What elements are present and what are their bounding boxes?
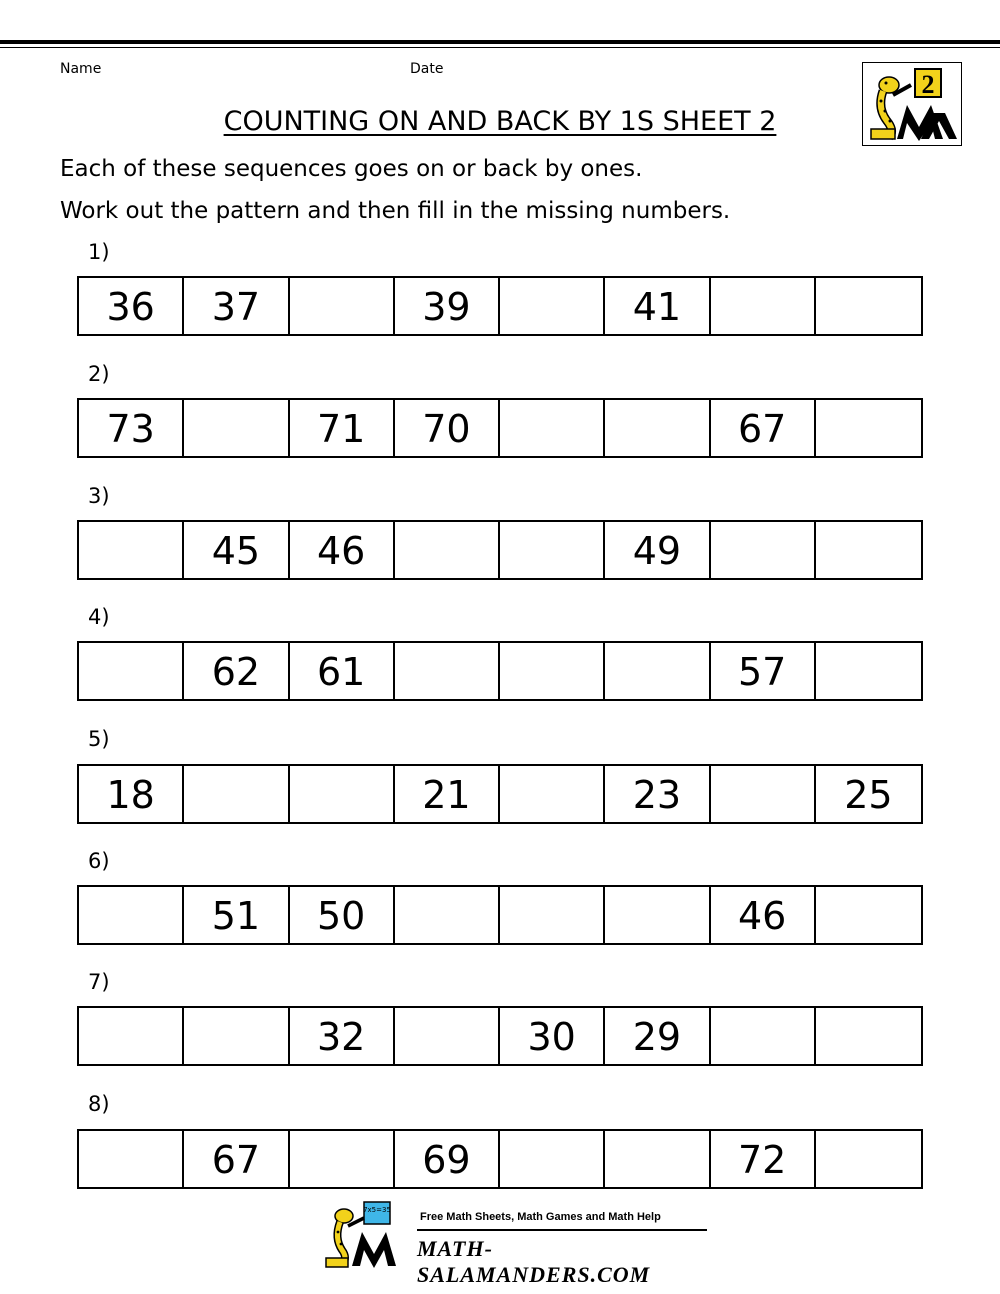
sequence-row [77, 276, 923, 336]
answer-cell[interactable] [711, 522, 816, 578]
top-rule [0, 40, 1000, 44]
question-label: 8) [88, 1092, 110, 1116]
number-cell: 67 [711, 400, 816, 456]
name-label: Name [60, 61, 102, 77]
answer-cell[interactable] [79, 522, 184, 578]
footer-m-icon [352, 1232, 396, 1268]
answer-cell[interactable] [500, 278, 605, 334]
answer-cell[interactable] [500, 1131, 605, 1187]
answer-cell[interactable] [816, 1008, 921, 1064]
number-cell: 29 [605, 1008, 710, 1064]
question-label: 5) [88, 727, 110, 751]
footer-tagline: Free Math Sheets, Math Games and Math Help [420, 1211, 661, 1223]
answer-cell[interactable] [290, 278, 395, 334]
number-cell: 39 [395, 278, 500, 334]
answer-cell[interactable] [605, 887, 710, 943]
page-title: COUNTING ON AND BACK BY 1S SHEET 2 [223, 106, 777, 137]
answer-cell[interactable] [500, 522, 605, 578]
number-cell: 32 [290, 1008, 395, 1064]
answer-cell[interactable] [500, 887, 605, 943]
question-label: 7) [88, 970, 110, 994]
number-cell: 70 [395, 400, 500, 456]
number-cell: 69 [395, 1131, 500, 1187]
question-label: 3) [88, 484, 110, 508]
answer-cell[interactable] [395, 643, 500, 699]
answer-cell[interactable] [500, 766, 605, 822]
footer-site-link[interactable]: MATH-SALAMANDERS.COM [417, 1236, 651, 1287]
number-cell: 73 [79, 400, 184, 456]
number-cell: 51 [184, 887, 289, 943]
answer-cell[interactable] [816, 1131, 921, 1187]
answer-cell[interactable] [816, 887, 921, 943]
number-cell: 49 [605, 522, 710, 578]
grade-number: 2 [921, 70, 935, 99]
answer-cell[interactable] [290, 766, 395, 822]
answer-cell[interactable] [184, 1008, 289, 1064]
answer-cell[interactable] [711, 766, 816, 822]
answer-cell[interactable] [816, 522, 921, 578]
number-cell: 30 [500, 1008, 605, 1064]
question-label: 2) [88, 362, 110, 386]
sequence-row [77, 885, 923, 945]
number-cell: 67 [184, 1131, 289, 1187]
footer-badge-text: 7x5=35 [363, 1206, 391, 1214]
answer-cell[interactable] [79, 1131, 184, 1187]
answer-cell[interactable] [605, 400, 710, 456]
answer-cell[interactable] [290, 1131, 395, 1187]
number-cell: 37 [184, 278, 289, 334]
answer-cell[interactable] [605, 643, 710, 699]
sequence-row [77, 1006, 923, 1066]
answer-cell[interactable] [500, 643, 605, 699]
instruction-line-2: Work out the pattern and then fill in the missing numbers. [60, 198, 731, 224]
sequence-row [77, 520, 923, 580]
number-cell: 46 [711, 887, 816, 943]
answer-cell[interactable] [711, 1008, 816, 1064]
number-cell: 50 [290, 887, 395, 943]
footer-logo[interactable] [322, 1200, 712, 1287]
number-cell: 46 [290, 522, 395, 578]
answer-cell[interactable] [395, 522, 500, 578]
number-cell: 62 [184, 643, 289, 699]
number-cell: 61 [290, 643, 395, 699]
answer-cell[interactable] [395, 1008, 500, 1064]
answer-cell[interactable] [816, 643, 921, 699]
number-cell: 41 [605, 278, 710, 334]
sequence-row [77, 1129, 923, 1189]
footer-divider [417, 1229, 707, 1231]
footer-badge-icon [363, 1202, 391, 1224]
date-label: Date [410, 61, 444, 77]
number-cell: 57 [711, 643, 816, 699]
answer-cell[interactable] [395, 887, 500, 943]
answer-cell[interactable] [184, 400, 289, 456]
answer-cell[interactable] [184, 766, 289, 822]
question-label: 4) [88, 605, 110, 629]
top-rule-thin [0, 47, 1000, 48]
question-label: 1) [88, 240, 110, 264]
answer-cell[interactable] [79, 643, 184, 699]
number-cell: 23 [605, 766, 710, 822]
instruction-line-1: Each of these sequences goes on or back by ones. [60, 156, 643, 182]
sequence-row [77, 764, 923, 824]
answer-cell[interactable] [500, 400, 605, 456]
answer-cell[interactable] [79, 1008, 184, 1064]
answer-cell[interactable] [605, 1131, 710, 1187]
question-label: 6) [88, 849, 110, 873]
sequence-row [77, 398, 923, 458]
answer-cell[interactable] [79, 887, 184, 943]
number-cell: 71 [290, 400, 395, 456]
number-cell: 45 [184, 522, 289, 578]
number-cell: 18 [79, 766, 184, 822]
number-cell: 72 [711, 1131, 816, 1187]
answer-cell[interactable] [711, 278, 816, 334]
answer-cell[interactable] [816, 278, 921, 334]
answer-cell[interactable] [816, 400, 921, 456]
number-cell: 36 [79, 278, 184, 334]
sequence-row [77, 641, 923, 701]
number-cell: 25 [844, 773, 893, 817]
number-cell: 21 [395, 766, 500, 822]
